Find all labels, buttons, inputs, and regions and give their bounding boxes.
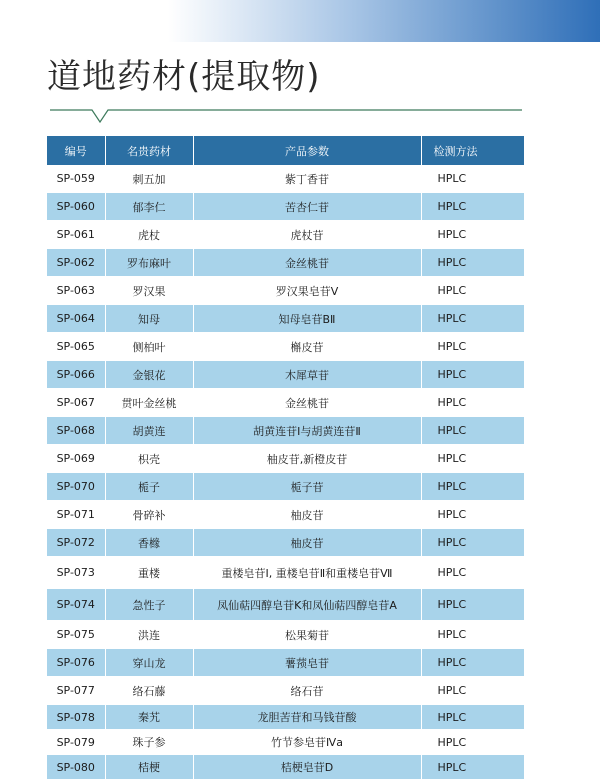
cell-code: SP-071 — [47, 501, 105, 529]
cell-herb: 罗汉果 — [105, 277, 193, 305]
cell-herb: 栀子 — [105, 473, 193, 501]
cell-code: SP-072 — [47, 529, 105, 557]
cell-param: 柚皮苷 — [193, 529, 421, 557]
cell-method: HPLC — [421, 589, 524, 621]
cell-herb: 珠子参 — [105, 730, 193, 755]
cell-code: SP-079 — [47, 730, 105, 755]
cell-herb: 罗布麻叶 — [105, 249, 193, 277]
cell-param: 桔梗皂苷D — [193, 755, 421, 780]
table-body — [47, 165, 524, 780]
table-row — [47, 501, 524, 529]
cell-method: HPLC — [421, 165, 524, 193]
cell-method: HPLC — [421, 557, 524, 589]
cell-code: SP-060 — [47, 193, 105, 221]
cell-method: HPLC — [421, 621, 524, 649]
cell-method: HPLC — [421, 305, 524, 333]
table-header-row — [47, 136, 524, 165]
cell-method: HPLC — [421, 417, 524, 445]
cell-herb: 重楼 — [105, 557, 193, 589]
cell-param: 薯蓣皂苷 — [193, 649, 421, 677]
cell-param: 络石苷 — [193, 677, 421, 705]
product-table — [47, 136, 524, 780]
cell-method: HPLC — [421, 529, 524, 557]
cell-method: HPLC — [421, 333, 524, 361]
cell-method: HPLC — [421, 649, 524, 677]
cell-param: 金丝桃苷 — [193, 389, 421, 417]
table-row — [47, 221, 524, 249]
cell-method: HPLC — [421, 389, 524, 417]
table-row — [47, 417, 524, 445]
top-gradient-bar — [0, 0, 600, 42]
cell-herb: 急性子 — [105, 589, 193, 621]
cell-code: SP-075 — [47, 621, 105, 649]
cell-method: HPLC — [421, 755, 524, 780]
header-method: 检测方法 — [421, 136, 524, 165]
cell-herb: 郁李仁 — [105, 193, 193, 221]
table-row — [47, 445, 524, 473]
cell-herb: 香橼 — [105, 529, 193, 557]
cell-param: 栀子苷 — [193, 473, 421, 501]
cell-param: 胡黄连苷Ⅰ与胡黄连苷Ⅱ — [193, 417, 421, 445]
cell-herb: 骨碎补 — [105, 501, 193, 529]
table-row — [47, 755, 524, 780]
table-row — [47, 621, 524, 649]
table-row — [47, 361, 524, 389]
cell-code: SP-068 — [47, 417, 105, 445]
cell-param: 柚皮苷 — [193, 501, 421, 529]
cell-code: SP-062 — [47, 249, 105, 277]
cell-code: SP-059 — [47, 165, 105, 193]
table-row — [47, 193, 524, 221]
cell-code: SP-073 — [47, 557, 105, 589]
cell-code: SP-080 — [47, 755, 105, 780]
title-divider — [50, 108, 522, 126]
cell-param: 虎杖苷 — [193, 221, 421, 249]
cell-method: HPLC — [421, 445, 524, 473]
cell-method: HPLC — [421, 277, 524, 305]
cell-herb: 侧柏叶 — [105, 333, 193, 361]
cell-param: 知母皂苷BⅡ — [193, 305, 421, 333]
cell-code: SP-078 — [47, 705, 105, 730]
table-row — [47, 557, 524, 589]
cell-method: HPLC — [421, 677, 524, 705]
header-param: 产品参数 — [193, 136, 421, 165]
cell-method: HPLC — [421, 361, 524, 389]
cell-herb: 桔梗 — [105, 755, 193, 780]
cell-method: HPLC — [421, 705, 524, 730]
cell-code: SP-061 — [47, 221, 105, 249]
cell-param: 柚皮苷,新橙皮苷 — [193, 445, 421, 473]
cell-code: SP-070 — [47, 473, 105, 501]
cell-herb: 洪连 — [105, 621, 193, 649]
cell-code: SP-076 — [47, 649, 105, 677]
cell-code: SP-067 — [47, 389, 105, 417]
cell-code: SP-065 — [47, 333, 105, 361]
cell-param: 木犀草苷 — [193, 361, 421, 389]
cell-method: HPLC — [421, 730, 524, 755]
cell-method: HPLC — [421, 501, 524, 529]
cell-param: 龙胆苦苷和马钱苷酸 — [193, 705, 421, 730]
cell-code: SP-069 — [47, 445, 105, 473]
cell-code: SP-077 — [47, 677, 105, 705]
table-row — [47, 529, 524, 557]
table-row — [47, 277, 524, 305]
table-row — [47, 333, 524, 361]
cell-herb: 虎杖 — [105, 221, 193, 249]
table-row — [47, 473, 524, 501]
table-row — [47, 389, 524, 417]
header-code: 编号 — [47, 136, 105, 165]
cell-param: 金丝桃苷 — [193, 249, 421, 277]
page-title: 道地药材(提取物) — [47, 57, 321, 97]
cell-param: 竹节参皂苷Ⅳa — [193, 730, 421, 755]
cell-herb: 金银花 — [105, 361, 193, 389]
cell-method: HPLC — [421, 473, 524, 501]
table-row — [47, 589, 524, 621]
table-row — [47, 705, 524, 730]
cell-param: 紫丁香苷 — [193, 165, 421, 193]
table-row — [47, 730, 524, 755]
cell-method: HPLC — [421, 249, 524, 277]
cell-param: 罗汉果皂苷V — [193, 277, 421, 305]
cell-method: HPLC — [421, 221, 524, 249]
header-herb: 名贵药材 — [105, 136, 193, 165]
cell-code: SP-066 — [47, 361, 105, 389]
table-row — [47, 305, 524, 333]
cell-param: 槲皮苷 — [193, 333, 421, 361]
cell-param: 苦杏仁苷 — [193, 193, 421, 221]
cell-herb: 知母 — [105, 305, 193, 333]
cell-param: 松果菊苷 — [193, 621, 421, 649]
cell-param: 凤仙萜四醇皂苷K和凤仙萜四醇皂苷A — [193, 589, 421, 621]
cell-herb: 络石藤 — [105, 677, 193, 705]
cell-herb: 胡黄连 — [105, 417, 193, 445]
cell-method: HPLC — [421, 193, 524, 221]
table-row — [47, 249, 524, 277]
cell-code: SP-063 — [47, 277, 105, 305]
cell-herb: 刺五加 — [105, 165, 193, 193]
cell-herb: 贯叶金丝桃 — [105, 389, 193, 417]
cell-code: SP-074 — [47, 589, 105, 621]
table-row — [47, 649, 524, 677]
cell-herb: 枳壳 — [105, 445, 193, 473]
cell-herb: 秦艽 — [105, 705, 193, 730]
table-row — [47, 677, 524, 705]
cell-code: SP-064 — [47, 305, 105, 333]
cell-param: 重楼皂苷Ⅰ, 重楼皂苷Ⅱ和重楼皂苷Ⅶ — [193, 557, 421, 589]
cell-herb: 穿山龙 — [105, 649, 193, 677]
table-row — [47, 165, 524, 193]
